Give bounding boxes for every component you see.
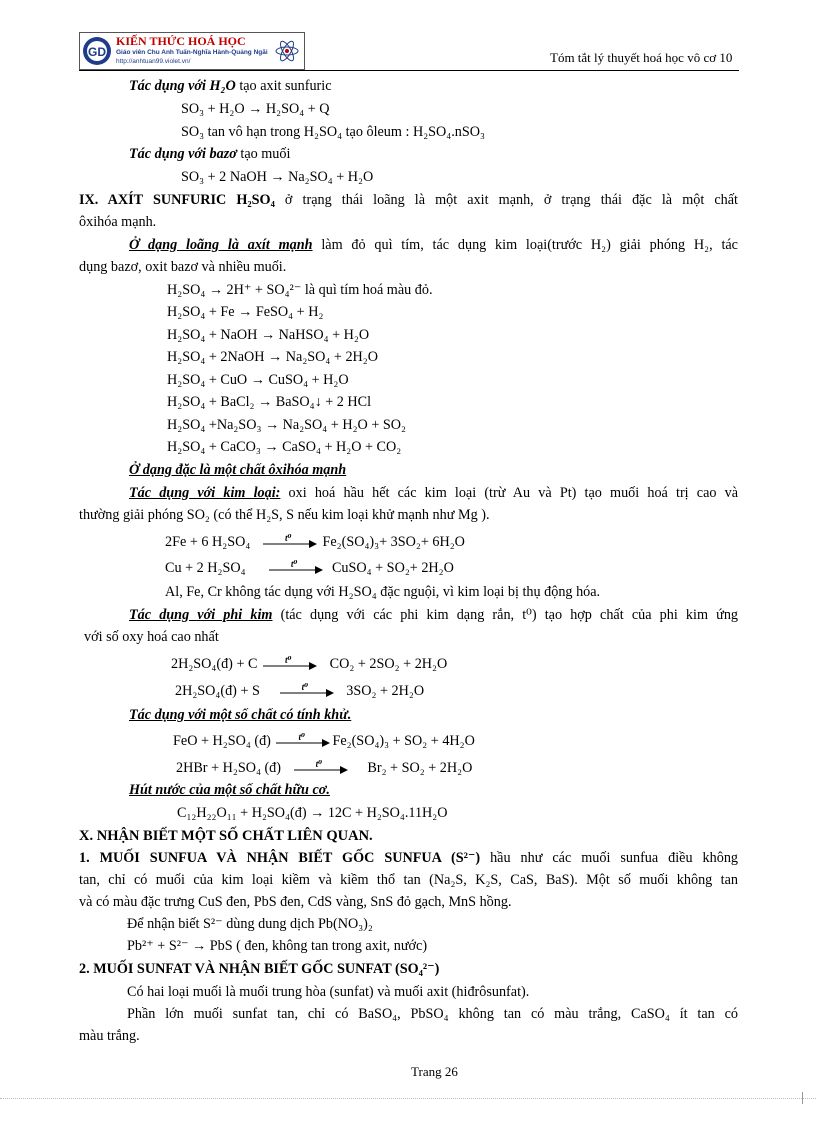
equation-so3-h2o: SO₃ + H₂O → H₂SO₄ + Q	[181, 101, 330, 117]
sulfide-detection-note: Để nhận biết S²⁻ dùng dung dịch Pb(NO₃)₂	[127, 916, 373, 932]
passivation-note: Al, Fe, Cr không tác dụng với H₂SO₄ đặc nguội, vì kim loại bị thụ động hóa.	[165, 584, 601, 600]
sulfate-paragraph-1: Có hai loại muối là muối trung hòa (sunfat) và muối axit (hiđrôsunfat).	[127, 984, 530, 1000]
sulfate-paragraph-2-cont: màu trắng.	[79, 1028, 140, 1044]
logo-title: KIẾN THỨC HOÁ HỌC	[116, 34, 246, 48]
heat-arrow-icon: t⁰	[278, 685, 336, 699]
dilute-reaction-3: H₂SO₄ + NaOH → NaHSO₄ + H₂O	[167, 327, 370, 343]
dehydration-label: Hút nước của một số chất hữu cơ.	[129, 782, 330, 798]
sulfide-paragraph: 1. MUỐI SUNFUA VÀ NHẬN BIẾT GỐC SUNFUA (S²⁻) hầu như các muối sunfua điều không	[79, 850, 739, 866]
heat-arrow-icon: t⁰	[292, 762, 350, 776]
dilute-reaction-7: H₂SO₄ +Na₂SO₃ → Na₂SO₄ + H₂O + SO₂	[167, 417, 406, 433]
sulfate-heading: 2. MUỐI SUNFAT VÀ NHẬN BIẾT GỐC SUNFAT (SO₄²⁻)	[79, 961, 440, 977]
dilute-reaction-2: H₂SO₄ + Fe → FeSO₄ + H₂	[167, 304, 324, 320]
nonmetal-reaction-paragraph: Tác dụng với phi kim (tác dụng với các phi kim dạng rắn, t⁰) tạo hợp chất của phi kim ứng	[129, 607, 739, 623]
header-rule	[79, 70, 739, 71]
logo-emblem-icon	[82, 34, 112, 68]
heat-arrow-icon: t⁰	[267, 562, 325, 576]
sulfide-paragraph-line-3: và có màu đặc trưng CuS đen, PbS đen, CdS vàng, SnS đỏ gạch, MnS hồng.	[79, 894, 512, 910]
sulfide-detection-reaction: Pb²⁺ + S²⁻ → PbS ( đen, không tan trong axit, nước)	[127, 938, 428, 954]
heat-arrow-icon: t⁰	[261, 536, 319, 550]
heat-arrow-icon: t⁰	[261, 658, 319, 672]
reducing-agent-label: Tác dụng với một số chất có tính khử.	[129, 707, 352, 723]
section-9-intro: IX. AXÍT SUNFURIC H₂SO₄ ở trạng thái loãng là một axit mạnh, ở trạng thái đặc là một chất	[79, 192, 738, 208]
dilute-reaction-1: H₂SO₄ → 2H⁺ + SO₄²⁻ là quì tím hoá màu đỏ.	[167, 282, 433, 298]
concentrated-acid-label: Ở dạng đặc là một chất ôxihóa mạnh	[129, 462, 347, 478]
dehydration-reaction: C₁₂H₂₂O₁₁ + H₂SO₄(đ) → 12C + H₂SO₄.11H₂O	[177, 805, 448, 821]
section-9-intro-cont: ôxihóa mạnh.	[79, 214, 157, 230]
sulfide-paragraph-line-2: tan, chỉ có muối của kim loại kiềm và kiềm thổ tan (Na₂S, K₂S, CaS, BaS). Một số muối không tan	[79, 872, 738, 888]
nonmetal-reaction-s: 2H₂SO₄(đ) + S t⁰ 3SO₂ + 2H₂O	[175, 681, 425, 699]
dilute-reaction-5: H₂SO₄ + CuO → CuSO₄ + H₂O	[167, 372, 349, 388]
heat-arrow-icon: t⁰	[274, 735, 332, 749]
dilute-reaction-4: H₂SO₄ + 2NaOH → Na₂SO₄ + 2H₂O	[167, 349, 378, 365]
reduction-reaction-feo: FeO + H₂SO₄ (đ) t⁰ Fe₂(SO₄)₃ + SO₂ + 4H₂O	[173, 731, 475, 749]
logo-mark: GD	[88, 45, 106, 59]
dilute-acid-paragraph-cont: dụng bazơ, oxit bazơ và nhiều muối.	[79, 259, 287, 275]
page-number: Trang 26	[411, 1064, 458, 1079]
dilute-reaction-8: H₂SO₄ + CaCO₃ → CaSO₄ + H₂O + CO₂	[167, 439, 402, 455]
nonmetal-reaction-c: 2H₂SO₄(đ) + C t⁰ CO₂ + 2SO₂ + 2H₂O	[171, 654, 448, 672]
doc-title: Tóm tắt lý thuyết hoá học vô cơ 10	[550, 50, 733, 65]
dilute-acid-paragraph: Ở dạng loãng là axít mạnh làm đỏ quì tím, tác dụng kim loại(trước H₂) giải phóng H₂, tác	[129, 237, 738, 253]
metal-reaction-paragraph-cont: thường giải phóng SO₂ (có thể H₂S, S nếu kim loại khử mạnh như Mg ).	[79, 507, 490, 523]
metal-reaction-paragraph: Tác dụng với kim loại: oxi hoá hầu hết các kim loại (trừ Au và Pt) tạo muối hoá trị cao và	[129, 485, 739, 501]
h2o-reaction-label: Tác dụng với H₂O tạo axit sunfuric	[129, 78, 332, 94]
metal-reaction-cu: Cu + 2 H₂SO₄ t⁰ CuSO₄ + SO₂+ 2H₂O	[165, 558, 454, 576]
dilute-reaction-6: H₂SO₄ + BaCl₂ → BaSO₄↓ + 2 HCl	[167, 394, 372, 410]
sulfate-paragraph-2: Phần lớn muối sunfat tan, chỉ có BaSO₄, PbSO₄ không tan có màu trắng, CaSO₄ ít tan có	[127, 1006, 738, 1022]
atom-icon	[274, 36, 300, 66]
oleum-note: SO₃ tan vô hạn trong H₂SO₄ tạo ôleum : H₂SO₄.nSO₃	[181, 124, 485, 140]
reduction-reaction-hbr: 2HBr + H₂SO₄ (đ) t⁰ Br₂ + SO₂ + 2H₂O	[176, 758, 473, 776]
equation-so3-naoh: SO₃ + 2 NaOH → Na₂SO₄ + H₂O	[181, 169, 374, 185]
header-logo	[79, 32, 305, 70]
logo-author: Giáo viên Chu Anh Tuấn-Nghĩa Hành-Quảng Ngãi	[116, 49, 268, 56]
metal-reaction-fe: 2Fe + 6 H₂SO₄ t⁰ Fe₂(SO₄)₃+ 3SO₂+ 6H₂O	[165, 532, 465, 550]
page-bottom-dotted-rule	[0, 1098, 816, 1099]
base-reaction-label: Tác dụng với bazơ tạo muối	[129, 146, 291, 162]
section-10-heading: X. NHẬN BIẾT MỘT SỐ CHẤT LIÊN QUAN.	[79, 828, 373, 844]
logo-url: http://anhtuan99.violet.vn/	[116, 58, 191, 65]
nonmetal-reaction-paragraph-cont: với số oxy hoá cao nhất	[84, 629, 219, 645]
page-bottom-tick	[802, 1092, 803, 1104]
